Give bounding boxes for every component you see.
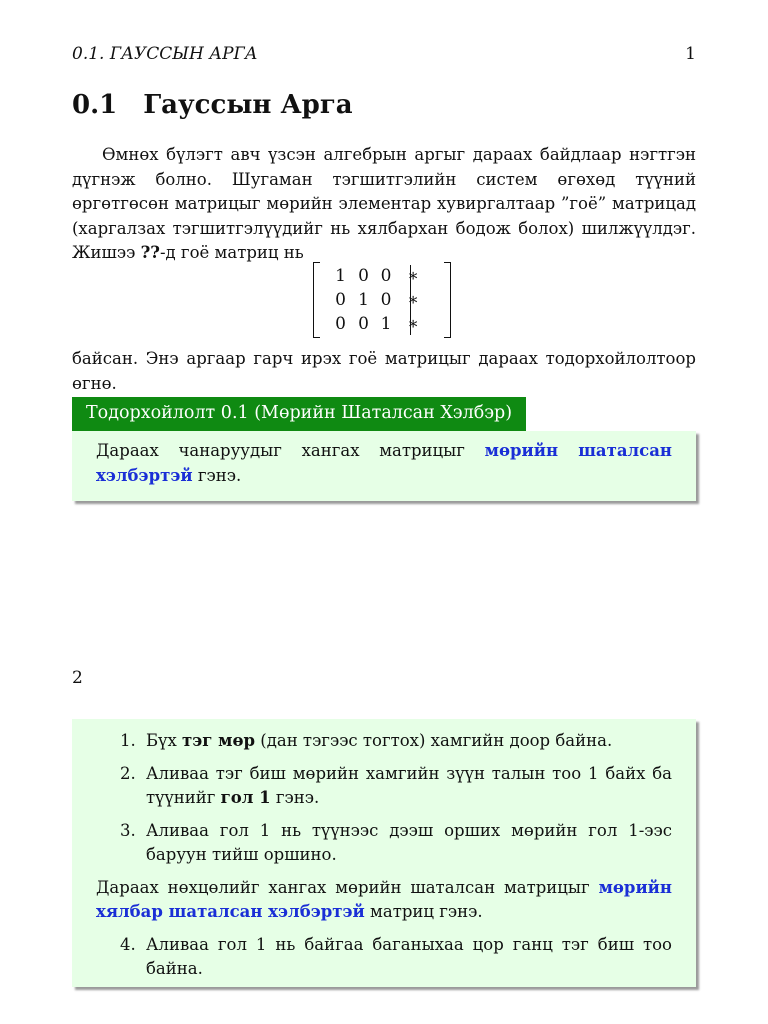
section-title [72, 90, 353, 120]
section-number: 0.1 [72, 90, 118, 120]
list-item-text: (дан тэгээс тогтох) хамгийн доор байна. [255, 731, 613, 750]
matrix-cell: 0 [358, 266, 369, 286]
list-item-text: Аливаа тэг биш мөрийн хамгийн зүүн талын тоо 1 байх ба түүнийг [146, 763, 672, 807]
matrix-cell: 0 [380, 266, 392, 286]
augmented-matrix [313, 262, 451, 338]
matrix-cell: 0 [358, 314, 369, 334]
list-item-bold-term: гол 1 [220, 788, 271, 807]
page-number-2: 2 [72, 668, 83, 688]
unresolved-reference[interactable]: ?? [140, 243, 160, 262]
running-header [72, 44, 696, 64]
list-item-number: 4. [120, 934, 136, 954]
matrix-cell: 1 [335, 266, 346, 286]
reduced-form-term: мөрийн хялбар шаталсан хэлбэртэй [96, 877, 672, 921]
definition-text-pre: Дараах чанаруудыг хангах матрицыг [96, 441, 485, 460]
reduced-form-paragraph [96, 876, 672, 925]
matrix-grid [329, 264, 429, 336]
matrix-cell: ∗ [407, 266, 419, 286]
definition-continuation-box [72, 719, 696, 987]
matrix-cell: 0 [335, 314, 346, 334]
intro-text-after-ref: -д гоё матриц нь [159, 243, 304, 262]
matrix-cell: ∗ [407, 314, 419, 334]
after-matrix-paragraph: байсан. Энэ аргаар гарч ирэх гоё матрицыг дараах тодорхойлолтоор өгнө. [72, 349, 696, 393]
conditions-list [96, 729, 672, 868]
definition-title-tab: Тодорхойлолт 0.1 (Мөрийн Шаталсан Хэлбэр) [72, 397, 526, 431]
list-item-bold-term: тэг мөр [182, 731, 256, 750]
reduced-form-text-post: матриц гэнэ. [364, 902, 483, 921]
list-item-text: Аливаа гол 1 нь байгаа баганыхаа цор ганц тэг биш тоо байна. [146, 934, 672, 978]
matrix-cell: 0 [335, 290, 346, 310]
running-title: 0.1. ГАУССЫН АРГА [72, 44, 258, 64]
matrix-cell: ∗ [407, 290, 419, 310]
list-item [96, 819, 672, 868]
matrix-cell: 1 [358, 290, 369, 310]
list-item [96, 762, 672, 811]
matrix-cell: 1 [380, 314, 392, 334]
definition-box [72, 431, 696, 501]
page-number: 1 [685, 44, 696, 64]
list-item-number: 1. [120, 731, 136, 750]
list-item-number: 2. [120, 763, 136, 783]
matrix-augment-divider [410, 265, 411, 335]
list-item-text: гэнэ. [270, 788, 320, 807]
matrix-cell: 0 [380, 290, 392, 310]
matrix-right-bracket [444, 262, 451, 338]
extra-conditions-list [96, 933, 672, 982]
list-item-text: Аливаа гол 1 нь түүнээс дээш орших мөрийн гол 1-ээс баруун тийш оршино. [146, 820, 672, 864]
matrix-left-bracket [313, 262, 320, 338]
intro-paragraph [72, 143, 696, 266]
intro-text: Өмнөх бүлэгт авч үзсэн алгебрын аргыг дараах байдлаар нэгтгэн дүгнэж болно. Шугаман тэгшитгэлийн систем өгөхөд түүний өргөтгөсөн матрицыг мөрийн элементар хувиргалтаар ”гоё” матрицад (харгалзах тэгшитгэлүүдийг нь хялбархан бодож болох) шилжүүлдэг. Жишээ [72, 145, 696, 262]
list-item-text: Бүх [146, 731, 182, 750]
list-item-number: 3. [120, 820, 136, 840]
reduced-form-text-pre: Дараах нөхцөлийг хангах мөрийн шаталсан матрицыг [96, 877, 599, 897]
definition-term: мөрийн шаталсан хэлбэртэй [96, 441, 672, 485]
section-title-text: Гауссын Арга [143, 90, 353, 120]
list-item [96, 729, 672, 754]
list-item [96, 933, 672, 982]
definition-text-post: гэнэ. [192, 465, 242, 485]
